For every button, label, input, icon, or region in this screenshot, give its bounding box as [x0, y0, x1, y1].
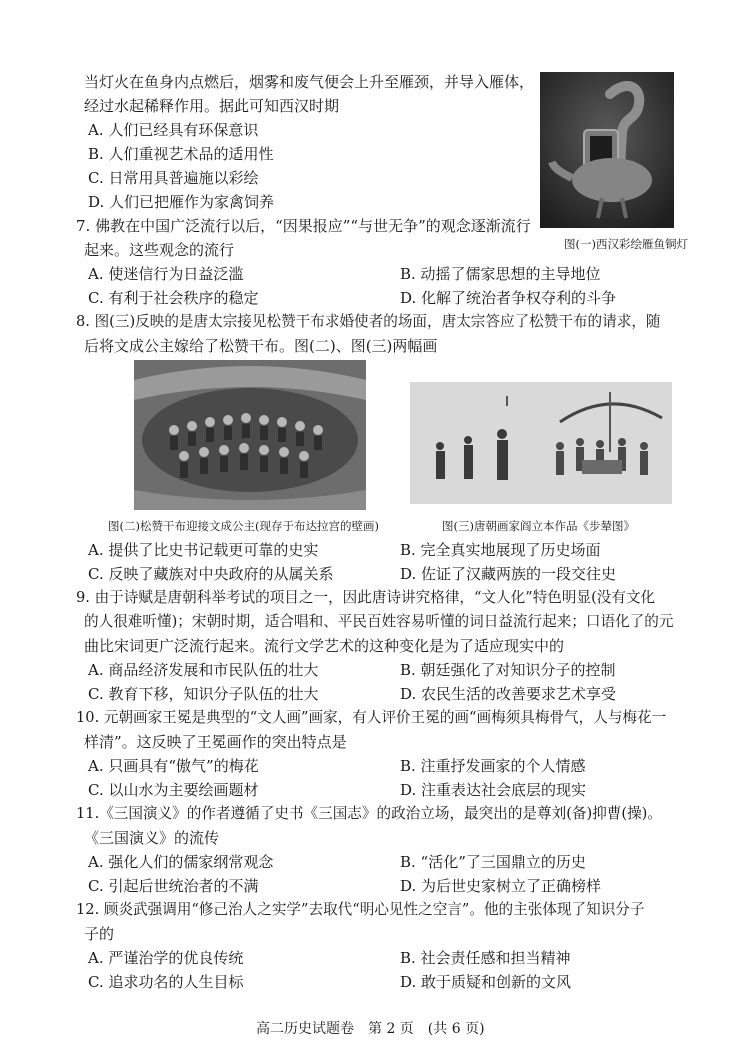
q9-option-d: D. 农民生活的改善要求艺术享受	[400, 685, 617, 703]
q9-stem-line1: 9. 由于诗赋是唐朝科举考试的项目之一，因此唐诗讲究格律，“文人化”特色明显(没有文化	[76, 589, 656, 606]
figure2-mural-photo	[134, 360, 366, 510]
q8-option-d: D. 佐证了汉藏两族的一段交往史	[400, 565, 617, 583]
q8-option-a: A. 提供了比史书记载更可靠的史实	[88, 541, 319, 559]
q7-stem-line1: 7. 佛教在中国广泛流行以后，“因果报应”“与世无争”的观念逐渐流行	[76, 217, 531, 235]
q10-option-b: B. 注重抒发画家的个人情感	[400, 757, 586, 775]
q10-option-d: D. 注重表达社会底层的现实	[400, 781, 587, 799]
q11-stem-line1: 11.《三国演义》的作者遵循了史书《三国志》的政治立场，最突出的是尊刘(备)抑曹(操)。	[76, 805, 662, 822]
figure3-caption: 图(三)唐朝画家阎立本作品《步辇图》	[442, 519, 635, 533]
q8-stem-line1: 8. 图(三)反映的是唐太宗接见松赞干布求婚使者的场面，唐太宗答应了松赞干布的请求，随	[76, 313, 661, 330]
q6-option-d: D. 人们已把雁作为家禽饲养	[88, 193, 275, 211]
q6-stem-line1: 当灯火在鱼身内点燃后，烟雾和废气便会上升至雁颈，并导入雁体，	[84, 73, 535, 91]
figure3-painting-photo	[410, 382, 672, 504]
q12-option-d: D. 敢于质疑和创新的文风	[400, 973, 572, 991]
q7-stem-line2: 起来。这些观念的流行	[84, 241, 235, 259]
q9-stem-line3: 曲比宋词更广泛流行起来。流行文学艺术的这种变化是为了适应现实中的	[84, 637, 565, 655]
figure2-caption: 图(二)松赞干布迎接文成公主(现存于布达拉宫的壁画)	[108, 519, 379, 533]
q6-option-c: C. 日常用具普遍施以彩绘	[88, 169, 259, 187]
q10-stem-line2: 样清”。这反映了王冕画作的突出特点是	[84, 733, 347, 751]
q9-stem-line2: 的人很难听懂)；宋朝时期，适合唱和、平民百姓容易听懂的词日益流行起来；口语化了的元	[84, 613, 674, 630]
q7-option-a: A. 使迷信行为日益泛滥	[88, 265, 244, 283]
q12-stem-line1: 12. 顾炎武强调用“修己治人之实学”去取代“明心见性之空言”。他的主张体现了知识分子	[76, 901, 645, 918]
figure1-caption: 图(一)西汉彩绘雁鱼铜灯	[564, 237, 688, 251]
q11-stem-line2: 《三国演义》的流传	[84, 829, 220, 847]
q7-option-b: B. 动摇了儒家思想的主导地位	[400, 265, 601, 283]
q7-option-c: C. 有利于社会秩序的稳定	[88, 289, 259, 307]
q9-option-c: C. 教育下移，知识分子队伍的壮大	[88, 685, 319, 703]
q8-option-c: C. 反映了藏族对中央政府的从属关系	[88, 565, 334, 583]
q10-option-a: A. 只画具有“傲气”的梅花	[88, 757, 259, 775]
q11-option-c: C. 引起后世统治者的不满	[88, 877, 259, 895]
q8-option-b: B. 完全真实地展现了历史场面	[400, 541, 601, 559]
q6-option-b: B. 人们重视艺术品的适用性	[88, 145, 274, 163]
q12-option-a: A. 严谨治学的优良传统	[88, 949, 244, 967]
q12-stem-line2: 子的	[84, 925, 115, 943]
q6-option-a: A. 人们已经具有环保意识	[88, 121, 259, 139]
q12-option-b: B. 社会责任感和担当精神	[400, 949, 571, 967]
figure1-lamp-photo	[540, 72, 674, 228]
q9-option-b: B. 朝廷强化了对知识分子的控制	[400, 661, 616, 679]
q11-option-a: A. 强化人们的儒家纲常观念	[88, 853, 274, 871]
q10-option-c: C. 以山水为主要绘画题材	[88, 781, 259, 799]
q11-option-d: D. 为后世史家树立了正确榜样	[400, 877, 602, 895]
q12-option-c: C. 追求功名的人生目标	[88, 973, 244, 991]
q7-option-d: D. 化解了统治者争权夺利的斗争	[400, 289, 617, 307]
q10-stem-line1: 10. 元朝画家王冕是典型的“文人画”画家，有人评价王冕的画“画梅须具梅骨气，人与梅花一	[76, 709, 667, 726]
page-footer: 高二历史试题卷 第 2 页 (共 6 页)	[256, 1021, 485, 1037]
q6-stem-line2: 经过水起稀释作用。据此可知西汉时期	[84, 97, 340, 115]
q11-option-b: B. “活化”了三国鼎立的历史	[400, 853, 586, 871]
q8-stem-line2: 后将文成公主嫁给了松赞干布。图(二)、图(三)两幅画	[84, 337, 438, 355]
q9-option-a: A. 商品经济发展和市民队伍的壮大	[88, 661, 319, 679]
